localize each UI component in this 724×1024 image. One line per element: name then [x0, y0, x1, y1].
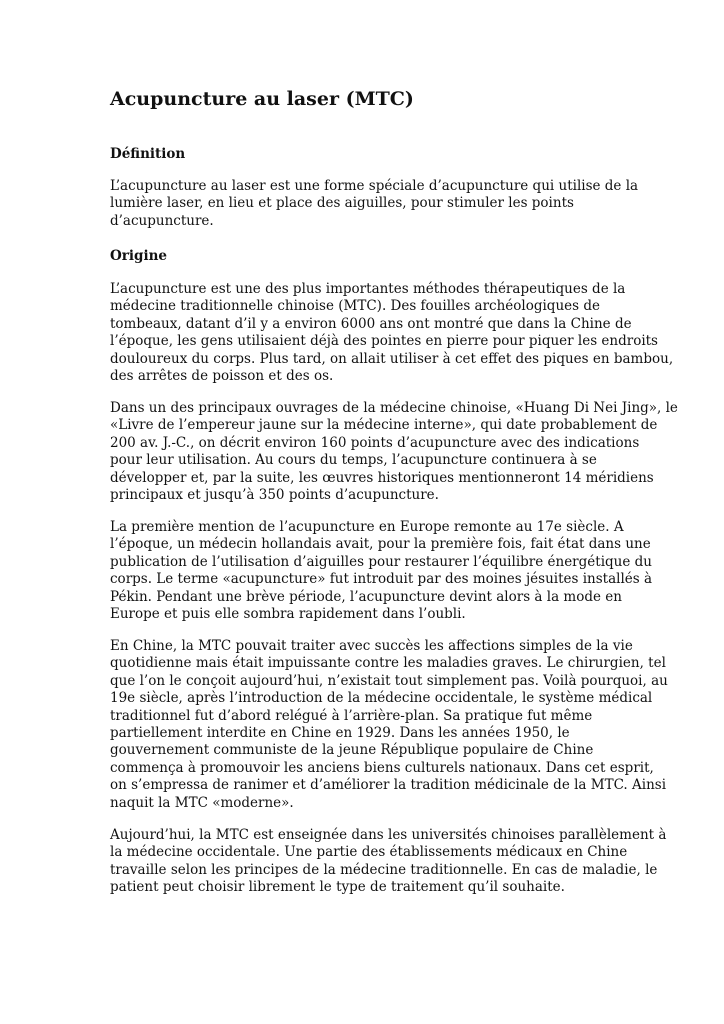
text-line: traditionnel fut d’abord relégué à l’arrière-plan. Sa pratique fut même — [110, 707, 593, 724]
text-line: La première mention de l’acupuncture en Europe remonte au 17e siècle. A — [110, 519, 624, 535]
text-line: Aujourd’hui, la MTC est enseignée dans les universités chinoises parallèlement à — [110, 827, 667, 843]
paragraph-origine-3 — [110, 519, 653, 623]
document-title: Acupuncture au laser (MTC) — [110, 88, 414, 110]
text-line: principaux et jusqu’à 350 points d’acupuncture. — [110, 487, 439, 504]
section-heading-definition: Définition — [110, 146, 186, 162]
text-line: l’époque, un médecin hollandais avait, pour la première fois, fait état dans une — [110, 536, 651, 553]
text-line: naquit la MTC «moderne». — [110, 794, 294, 811]
text-line: développer et, par la suite, les œuvres historiques mentionneront 14 méridiens — [110, 469, 654, 486]
text-line: L’acupuncture est une des plus importantes méthodes thérapeutiques de la — [110, 281, 626, 297]
text-line: on s’empressa de ranimer et d’améliorer la tradition médicinale de la MTC. Ainsi — [110, 777, 667, 794]
text-line: Dans un des principaux ouvrages de la médecine chinoise, «Huang Di Nei Jing», le — [110, 400, 678, 416]
text-line: quotidienne mais était impuissante contre les maladies graves. Le chirurgien, tel — [110, 655, 666, 672]
paragraph-origine-5 — [110, 827, 667, 897]
text-line: L’acupuncture au laser est une forme spéciale d’acupuncture qui utilise de la — [110, 178, 639, 194]
text-line: douloureux du corps. Plus tard, on allait utiliser à cet effet des piques en bambou, — [110, 350, 674, 367]
text-line: corps. Le terme «acupuncture» fut introduit par des moines jésuites installés à — [110, 571, 653, 588]
text-line: l’époque, les gens utilisaient déjà des pointes en pierre pour piquer les endroits — [110, 333, 658, 350]
text-line: pour leur utilisation. Au cours du temps, l’acupuncture continuera à se — [110, 452, 597, 469]
text-line: En Chine, la MTC pouvait traiter avec succès les affections simples de la vie — [110, 638, 633, 654]
text-line: Pékin. Pendant une brève période, l’acupuncture devint alors à la mode en — [110, 588, 622, 605]
text-line: la médecine occidentale. Une partie des établissements médicaux en Chine — [110, 844, 628, 861]
text-line: commença à promouvoir les anciens biens culturels nationaux. Dans cet esprit, — [110, 759, 654, 776]
text-line: médecine traditionnelle chinoise (MTC). Des fouilles archéologiques de — [110, 298, 600, 315]
text-line: partiellement interdite en Chine en 1929. Dans les années 1950, le — [110, 725, 570, 742]
section-heading-origine: Origine — [110, 248, 167, 264]
text-line: des arrêtes de poisson et des os. — [110, 368, 334, 385]
text-line: gouvernement communiste de la jeune République populaire de Chine — [110, 742, 594, 759]
paragraph-definition — [110, 178, 639, 230]
text-line: d’acupuncture. — [110, 212, 214, 229]
text-line: 200 av. J.-C., on décrit environ 160 points d’acupuncture avec des indications — [110, 434, 640, 451]
text-line: 19e siècle, après l’introduction de la médecine occidentale, le système médical — [110, 690, 653, 707]
text-line: «Livre de l’empereur jaune sur la médecine interne», qui date probablement de — [110, 417, 658, 434]
paragraph-origine-2 — [110, 400, 678, 504]
text-line: Europe et puis elle sombra rapidement dans l’oubli. — [110, 606, 466, 623]
text-line: que l’on le conçoit aujourd’hui, n’existait tout simplement pas. Voilà pourquoi, au — [110, 672, 668, 689]
text-line: publication de l’utilisation d’aiguilles pour restaurer l’équilibre énergétique du — [110, 553, 652, 570]
text-line: patient peut choisir librement le type de traitement qu’il souhaite. — [110, 879, 565, 896]
paragraph-origine-1 — [110, 281, 674, 385]
paragraph-origine-4 — [110, 638, 668, 812]
text-line: tombeaux, datant d’il y a environ 6000 ans ont montré que dans la Chine de — [110, 315, 632, 332]
text-line: travaille selon les principes de la médecine traditionnelle. En cas de maladie, le — [110, 861, 658, 878]
text-line: lumière laser, en lieu et place des aiguilles, pour stimuler les points — [110, 195, 574, 212]
